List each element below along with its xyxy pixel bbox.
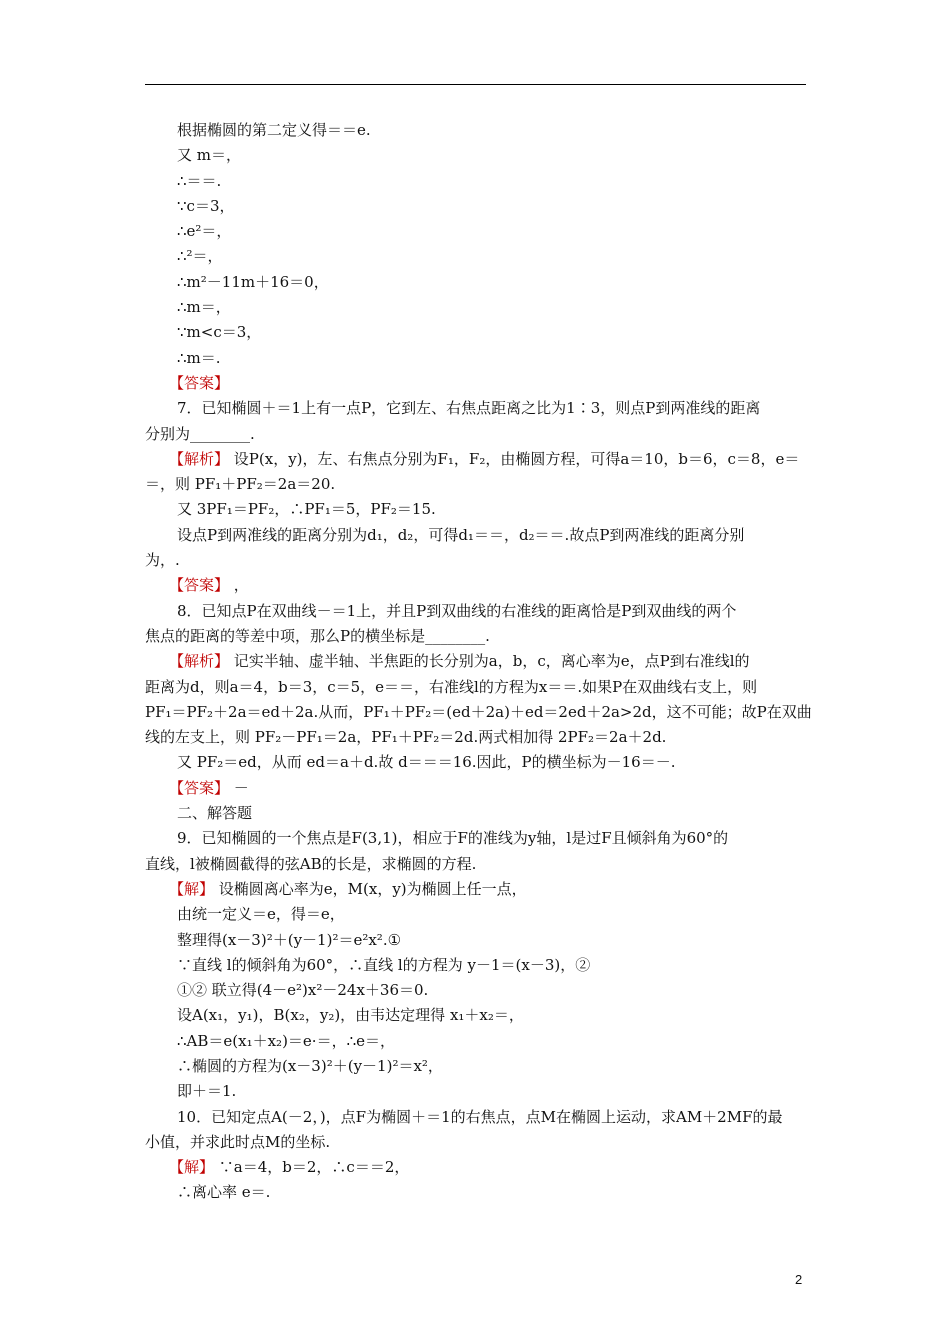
question-line: 10．已知定点A(－2，)，点F为椭圆＋＝1的右焦点，点M在椭圆上运动，求AM＋2MF的最 xyxy=(177,1107,783,1126)
text-line: 线的左支上，则 PF₂－PF₁＝2a，PF₁＋PF₂＝2d.两式相加得 2PF₂＝2a＋2d. xyxy=(145,728,667,747)
answer-label: 【答案】 xyxy=(169,576,230,595)
question-line: 焦点的距离的等差中项，那么P的横坐标是________. xyxy=(145,626,490,645)
text-line: ∵直线 l的倾斜角为60°，∴直线 l的方程为 y－1＝(x－3)，② xyxy=(177,955,591,974)
text-line: ∴²＝， xyxy=(177,247,223,266)
question-line: 直线，l被椭圆截得的弦AB的长是，求椭圆的方程. xyxy=(145,854,477,873)
text-line: ①② 联立得(4－e²)x²－24x＋36＝0. xyxy=(177,981,429,1000)
text-line: ∴椭圆的方程为(x－3)²＋(y－1)²＝x²， xyxy=(177,1056,443,1075)
answer-line: 【答案】 ， xyxy=(169,576,249,595)
text-line: 距离为d，则a＝4，b＝3，c＝5，e＝＝，右准线l的方程为x＝＝.如果P在双曲线右支上，则 xyxy=(145,677,758,696)
text-line: ∴m²－11m＋16＝0， xyxy=(177,272,329,291)
header-rule xyxy=(145,84,806,85)
question-line: 8．已知点P在双曲线－＝1上，并且P到双曲线的右准线的距离恰是P到双曲线的两个 xyxy=(177,601,737,620)
analysis-line: 【解析】 设P(x，y)，左、右焦点分别为F₁，F₂，由椭圆方程，可得a＝10，b＝6，c＝8，e＝ xyxy=(169,449,800,468)
text-line: 又 m＝， xyxy=(177,146,241,165)
text-line: 由统一定义＝e，得＝e， xyxy=(177,905,345,924)
text-line: 为，. xyxy=(145,551,180,570)
answer-label: 【答案】 xyxy=(169,778,230,797)
page-number: 2 xyxy=(795,1272,803,1287)
text-line: ∵c＝3， xyxy=(177,196,235,215)
answer-line xyxy=(145,371,806,396)
question-line: 分别为________. xyxy=(145,424,255,443)
question-line: 7．已知椭圆＋＝1上有一点P，它到左、右焦点距离之比为1∶3，则点P到两准线的距离 xyxy=(177,399,761,418)
page-body xyxy=(145,118,812,1206)
text-line: 整理得(x－3)²＋(y－1)²＝e²x².① xyxy=(177,930,402,949)
text-line: 又 PF₂＝ed，从而 ed＝a＋d.故 d＝＝＝16.因此，P的横坐标为－16＝－. xyxy=(177,753,676,772)
text-line: 根据椭圆的第二定义得＝＝e. xyxy=(177,121,371,139)
text-line: 设点P到两准线的距离分别为d₁，d₂，可得d₁＝＝，d₂＝＝.故点P到两准线的距离分别 xyxy=(177,525,745,544)
analysis-label: 【解析】 xyxy=(169,449,230,468)
question-line: 小值，并求此时点M的坐标. xyxy=(145,1132,331,1151)
section-heading: 二、解答题 xyxy=(177,804,253,823)
solution-line: 【解】 ∵a＝4，b＝2，∴c＝＝2， xyxy=(169,1158,410,1177)
text-line: ∵m<c＝3， xyxy=(177,323,262,342)
text-line: ∴AB＝e(x₁＋x₂)＝e·＝，∴e＝， xyxy=(177,1031,395,1050)
analysis-line: 【解析】 记实半轴、虚半轴、半焦距的长分别为a，b，c，离心率为e，点P到右准线l的 xyxy=(169,652,750,671)
text-line: ∴＝＝. xyxy=(177,171,222,190)
analysis-label: 【解析】 xyxy=(169,652,230,671)
text-line: ∴e²＝， xyxy=(177,222,232,241)
solution-label: 【解】 xyxy=(169,1158,215,1177)
text-line: 又 3PF₁＝PF₂，∴PF₁＝5，PF₂＝15. xyxy=(177,500,436,519)
text-line: 设A(x₁，y₁)，B(x₂，y₂)，由韦达定理得 x₁＋x₂＝， xyxy=(177,1006,524,1025)
text-line: ∴离心率 e＝. xyxy=(177,1183,271,1202)
solution-line: 【解】 设椭圆离心率为e，M(x，y)为椭圆上任一点， xyxy=(169,879,527,898)
question-line: 9．已知椭圆的一个焦点是F(3,1)，相应于F的准线为y轴，l是过F且倾斜角为60°的 xyxy=(177,829,729,848)
text-line: 即＋＝1. xyxy=(177,1082,237,1101)
solution-label: 【解】 xyxy=(169,879,215,898)
text-line: ∴m＝， xyxy=(177,298,231,317)
answer-label: 【答案】 xyxy=(169,373,230,392)
answer-line: 【答案】 － xyxy=(169,778,249,797)
text-line: ∴m＝. xyxy=(177,348,221,367)
text-line: PF₁＝PF₂＋2a＝ed＋2a.从而，PF₁＋PF₂＝(ed＋2a)＋ed＝2ed＋2a>2d，这不可能；故P在双曲 xyxy=(145,702,812,721)
text-line: ＝，则 PF₁＋PF₂＝2a＝20. xyxy=(145,475,336,494)
